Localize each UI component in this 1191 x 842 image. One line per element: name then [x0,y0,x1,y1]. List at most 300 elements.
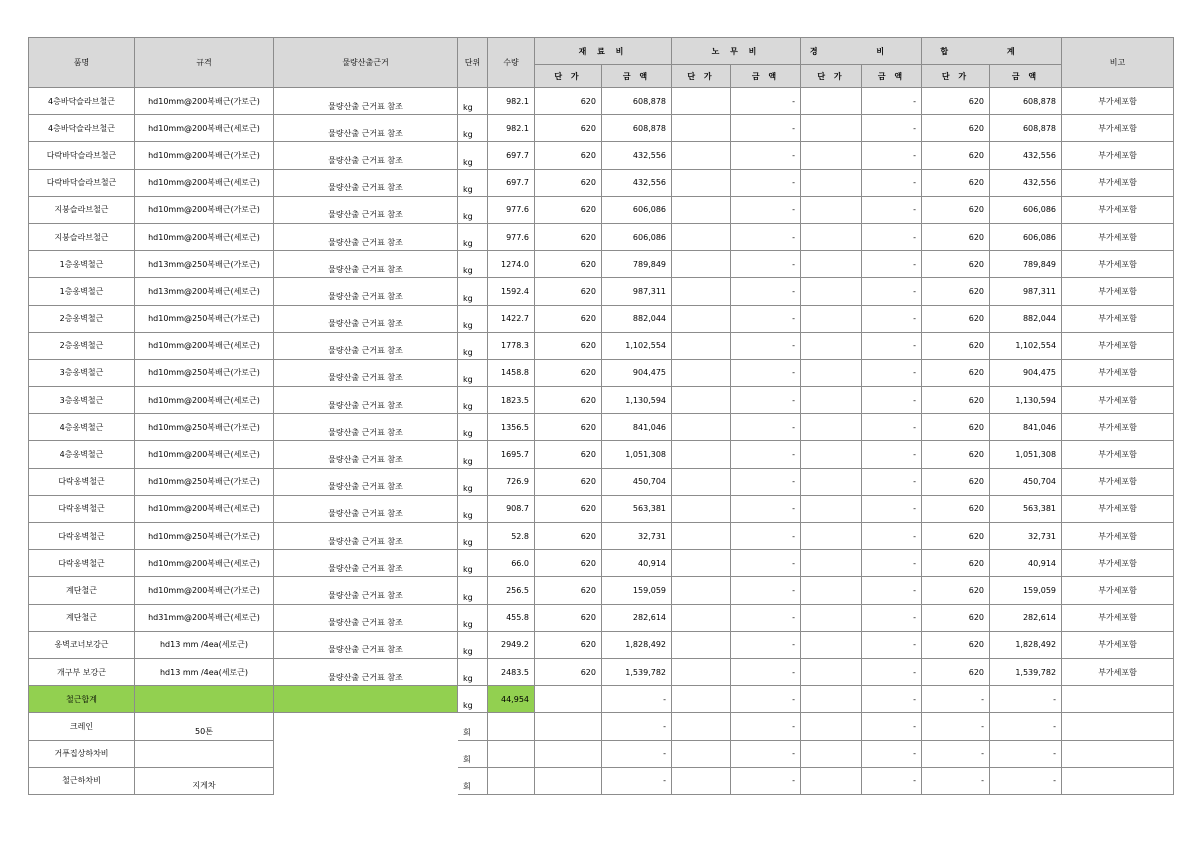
extra-basis-cell [274,767,458,794]
spec-cell: hd10mm@250복배근(가로근) [135,359,274,386]
material-unit-price-cell: 620 [535,658,602,685]
table-row [29,577,1174,604]
total-unit-price-cell: 620 [922,631,990,658]
spec-cell: hd10mm@200복배근(세로근) [135,550,274,577]
header-qty: 수량 [488,38,535,88]
header-expense-unit-price: 단 가 [801,65,862,88]
expense-amount-cell: - [862,495,922,522]
unit-cell: kg [458,332,488,359]
expense-unit-price-cell [801,169,862,196]
total-unit-price-cell: 620 [922,414,990,441]
expense-unit-price-cell [801,278,862,305]
item-cell: 다락옹벽철근 [29,495,135,522]
table-row [29,142,1174,169]
item-cell: 4층바닥슬라브철근 [29,88,135,115]
item-cell: 계단철근 [29,577,135,604]
extra-expense-unit-price-cell [801,713,862,740]
spec-cell: hd10mm@250복배근(가로근) [135,523,274,550]
labor-amount-cell: - [731,604,801,631]
material-unit-price-cell: 620 [535,169,602,196]
basis-cell: 물량산출 근거표 참조 [274,495,458,522]
total-amount-cell: 987,311 [990,278,1062,305]
material-unit-price-cell: 620 [535,604,602,631]
total-amount-cell: 882,044 [990,305,1062,332]
expense-amount-cell: - [862,387,922,414]
table-row [29,169,1174,196]
table-body [29,88,1174,795]
unit-cell: kg [458,577,488,604]
material-unit-price-cell: 620 [535,441,602,468]
extra-total-amount-cell: - [990,713,1062,740]
spec-cell: hd10mm@200복배근(가로근) [135,142,274,169]
table-row [29,441,1174,468]
unit-cell: kg [458,359,488,386]
header-labor: 노 무 비 [672,38,801,65]
expense-amount-cell: - [862,142,922,169]
material-amount-cell: 450,704 [602,468,672,495]
extra-material-unit-price-cell [535,767,602,794]
spec-cell: hd10mm@200복배근(가로근) [135,196,274,223]
unit-cell: kg [458,223,488,250]
extra-labor-unit-price-cell [672,767,731,794]
unit-cell: kg [458,604,488,631]
expense-unit-price-cell [801,359,862,386]
extra-labor-amount-cell: - [731,740,801,767]
spec-cell: hd10mm@200복배근(세로근) [135,169,274,196]
qty-cell: 1274.0 [488,251,535,278]
labor-amount-cell: - [731,115,801,142]
note-cell: 부가세포함 [1062,631,1174,658]
labor-unit-price-cell [672,414,731,441]
qty-cell: 1592.4 [488,278,535,305]
extra-material-amount-cell: - [602,767,672,794]
labor-amount-cell: - [731,196,801,223]
total-unit-price-cell: 620 [922,658,990,685]
total-note-cell [1062,686,1174,713]
header-material-unit-price: 단 가 [535,65,602,88]
extra-material-amount-cell: - [602,740,672,767]
extra-spec-cell [135,740,274,767]
item-cell: 4층옹벽철근 [29,414,135,441]
item-cell: 4층바닥슬라브철근 [29,115,135,142]
note-cell: 부가세포함 [1062,414,1174,441]
total-labor-amount-cell: - [731,686,801,713]
unit-cell: kg [458,550,488,577]
item-cell: 다락옹벽철근 [29,523,135,550]
total-amount-cell: 432,556 [990,142,1062,169]
qty-cell: 52.8 [488,523,535,550]
item-cell: 계단철근 [29,604,135,631]
labor-amount-cell: - [731,387,801,414]
spec-cell: hd31mm@200복배근(세로근) [135,604,274,631]
note-cell: 부가세포함 [1062,658,1174,685]
header-labor-unit-price: 단 가 [672,65,731,88]
total-unit-price-cell: 620 [922,142,990,169]
basis-cell: 물량산출 근거표 참조 [274,387,458,414]
item-cell: 1층옹벽철근 [29,251,135,278]
expense-unit-price-cell [801,631,862,658]
expense-unit-price-cell [801,332,862,359]
total-unit-price-cell: 620 [922,251,990,278]
qty-cell: 726.9 [488,468,535,495]
spec-cell: hd13mm@250복배근(가로근) [135,251,274,278]
total-qty-cell: 44,954 [488,686,535,713]
extra-expense-unit-price-cell [801,740,862,767]
labor-unit-price-cell [672,278,731,305]
labor-unit-price-cell [672,550,731,577]
labor-amount-cell: - [731,631,801,658]
total-total-amount-cell: - [990,686,1062,713]
expense-unit-price-cell [801,387,862,414]
labor-amount-cell: - [731,414,801,441]
labor-unit-price-cell [672,332,731,359]
table-row [29,251,1174,278]
expense-amount-cell: - [862,223,922,250]
extra-total-unit-price-cell: - [922,713,990,740]
total-item-cell: 철근합계 [29,686,135,713]
extra-total-unit-price-cell: - [922,767,990,794]
table-row [29,332,1174,359]
qty-cell: 1422.7 [488,305,535,332]
basis-cell: 물량산출 근거표 참조 [274,658,458,685]
note-cell: 부가세포함 [1062,142,1174,169]
extra-expense-amount-cell: - [862,713,922,740]
basis-cell: 물량산출 근거표 참조 [274,441,458,468]
labor-unit-price-cell [672,223,731,250]
unit-cell: kg [458,414,488,441]
extra-basis-cell [274,740,458,767]
total-amount-cell: 608,878 [990,88,1062,115]
total-material-unit-price-cell [535,686,602,713]
extra-labor-unit-price-cell [672,713,731,740]
table-row [29,550,1174,577]
labor-unit-price-cell [672,251,731,278]
note-cell: 부가세포함 [1062,441,1174,468]
material-unit-price-cell: 620 [535,577,602,604]
extra-expense-amount-cell: - [862,767,922,794]
extra-unit-cell: 회 [458,767,488,794]
total-unit-price-cell: 620 [922,387,990,414]
extra-material-unit-price-cell [535,740,602,767]
basis-cell: 물량산출 근거표 참조 [274,305,458,332]
total-unit-price-cell: 620 [922,196,990,223]
header-total: 합 계 [922,38,1062,65]
table-row [29,387,1174,414]
note-cell: 부가세포함 [1062,332,1174,359]
unit-cell: kg [458,631,488,658]
basis-cell: 물량산출 근거표 참조 [274,523,458,550]
expense-amount-cell: - [862,332,922,359]
material-unit-price-cell: 620 [535,359,602,386]
total-amount-cell: 450,704 [990,468,1062,495]
expense-unit-price-cell [801,88,862,115]
header-item: 품명 [29,38,135,88]
expense-amount-cell: - [862,550,922,577]
extra-item-cell: 크레인 [29,713,135,740]
extra-total-amount-cell: - [990,740,1062,767]
labor-unit-price-cell [672,523,731,550]
extra-material-amount-cell: - [602,713,672,740]
expense-unit-price-cell [801,142,862,169]
material-amount-cell: 904,475 [602,359,672,386]
item-cell: 지붕슬라브철근 [29,223,135,250]
unit-cell: kg [458,305,488,332]
labor-amount-cell: - [731,577,801,604]
extra-expense-amount-cell: - [862,740,922,767]
expense-unit-price-cell [801,577,862,604]
material-amount-cell: 1,828,492 [602,631,672,658]
qty-cell: 697.7 [488,169,535,196]
basis-cell: 물량산출 근거표 참조 [274,414,458,441]
material-unit-price-cell: 620 [535,223,602,250]
spec-cell: hd10mm@200복배근(세로근) [135,223,274,250]
expense-unit-price-cell [801,468,862,495]
expense-unit-price-cell [801,658,862,685]
table-row [29,604,1174,631]
labor-amount-cell: - [731,359,801,386]
labor-unit-price-cell [672,495,731,522]
qty-cell: 2949.2 [488,631,535,658]
expense-amount-cell: - [862,115,922,142]
material-unit-price-cell: 620 [535,251,602,278]
spec-cell: hd10mm@200복배근(세로근) [135,332,274,359]
unit-cell: kg [458,387,488,414]
material-amount-cell: 32,731 [602,523,672,550]
extra-item-cell: 철근하차비 [29,767,135,794]
material-unit-price-cell: 620 [535,414,602,441]
note-cell: 부가세포함 [1062,468,1174,495]
table-row [29,196,1174,223]
expense-amount-cell: - [862,523,922,550]
note-cell: 부가세포함 [1062,550,1174,577]
total-unit-cell: kg [458,686,488,713]
labor-unit-price-cell [672,441,731,468]
material-amount-cell: 1,539,782 [602,658,672,685]
item-cell: 2층옹벽철근 [29,305,135,332]
total-expense-amount-cell: - [862,686,922,713]
spec-cell: hd10mm@200복배근(가로근) [135,577,274,604]
labor-amount-cell: - [731,468,801,495]
material-amount-cell: 608,878 [602,88,672,115]
total-unit-price-cell: 620 [922,305,990,332]
total-unit-price-cell: 620 [922,495,990,522]
unit-cell: kg [458,88,488,115]
total-amount-cell: 841,046 [990,414,1062,441]
labor-unit-price-cell [672,142,731,169]
qty-cell: 256.5 [488,577,535,604]
total-total-unit-price-cell: - [922,686,990,713]
unit-cell: kg [458,468,488,495]
spec-cell: hd13 mm /4ea(세로근) [135,631,274,658]
header-total-unit-price: 단 가 [922,65,990,88]
total-amount-cell: 904,475 [990,359,1062,386]
total-amount-cell: 563,381 [990,495,1062,522]
labor-amount-cell: - [731,142,801,169]
header-material-amount: 금 액 [602,65,672,88]
expense-amount-cell: - [862,441,922,468]
material-unit-price-cell: 620 [535,495,602,522]
unit-cell: kg [458,251,488,278]
total-unit-price-cell: 620 [922,115,990,142]
note-cell: 부가세포함 [1062,169,1174,196]
item-cell: 4층옹벽철근 [29,441,135,468]
qty-cell: 908.7 [488,495,535,522]
header-expense-amount: 금 액 [862,65,922,88]
expense-amount-cell: - [862,604,922,631]
table-row [29,658,1174,685]
unit-cell: kg [458,441,488,468]
basis-cell: 물량산출 근거표 참조 [274,115,458,142]
expense-amount-cell: - [862,468,922,495]
basis-cell: 물량산출 근거표 참조 [274,604,458,631]
labor-unit-price-cell [672,387,731,414]
table-row [29,305,1174,332]
extra-unit-cell: 회 [458,740,488,767]
total-amount-cell: 608,878 [990,115,1062,142]
extra-row [29,713,1174,740]
total-row [29,686,1174,713]
qty-cell: 1778.3 [488,332,535,359]
total-amount-cell: 432,556 [990,169,1062,196]
header-expense: 경 비 [801,38,922,65]
unit-cell: kg [458,196,488,223]
spec-cell: hd13 mm /4ea(세로근) [135,658,274,685]
note-cell: 부가세포함 [1062,278,1174,305]
expense-unit-price-cell [801,305,862,332]
extra-note-cell [1062,740,1174,767]
qty-cell: 982.1 [488,88,535,115]
unit-cell: kg [458,523,488,550]
spec-cell: hd10mm@250복배근(가로근) [135,414,274,441]
note-cell: 부가세포함 [1062,305,1174,332]
total-unit-price-cell: 620 [922,523,990,550]
table-row [29,88,1174,115]
qty-cell: 977.6 [488,223,535,250]
labor-unit-price-cell [672,359,731,386]
table-row [29,359,1174,386]
unit-cell: kg [458,142,488,169]
spec-cell: hd10mm@200복배근(세로근) [135,387,274,414]
basis-cell: 물량산출 근거표 참조 [274,631,458,658]
extra-spec-cell: 지게차 [135,767,274,794]
table-row [29,414,1174,441]
extra-total-unit-price-cell: - [922,740,990,767]
spec-cell: hd13mm@200복배근(세로근) [135,278,274,305]
item-cell: 개구부 보강근 [29,658,135,685]
item-cell: 옹벽코너보강근 [29,631,135,658]
expense-amount-cell: - [862,305,922,332]
total-amount-cell: 1,539,782 [990,658,1062,685]
basis-cell: 물량산출 근거표 참조 [274,88,458,115]
extra-total-amount-cell: - [990,767,1062,794]
basis-cell: 물량산출 근거표 참조 [274,251,458,278]
table-row [29,631,1174,658]
labor-unit-price-cell [672,196,731,223]
basis-cell: 물량산출 근거표 참조 [274,468,458,495]
total-unit-price-cell: 620 [922,359,990,386]
extra-note-cell [1062,767,1174,794]
unit-cell: kg [458,658,488,685]
material-unit-price-cell: 620 [535,196,602,223]
item-cell: 다락옹벽철근 [29,468,135,495]
material-amount-cell: 841,046 [602,414,672,441]
labor-amount-cell: - [731,523,801,550]
total-spec-cell [135,686,274,713]
total-unit-price-cell: 620 [922,604,990,631]
basis-cell: 물량산출 근거표 참조 [274,142,458,169]
total-amount-cell: 1,130,594 [990,387,1062,414]
labor-unit-price-cell [672,658,731,685]
total-expense-unit-price-cell [801,686,862,713]
total-amount-cell: 606,086 [990,223,1062,250]
material-amount-cell: 1,102,554 [602,332,672,359]
note-cell: 부가세포함 [1062,604,1174,631]
extra-qty-cell [488,767,535,794]
labor-amount-cell: - [731,223,801,250]
extra-row [29,767,1174,794]
expense-unit-price-cell [801,495,862,522]
qty-cell: 1695.7 [488,441,535,468]
spec-cell: hd10mm@200복배근(가로근) [135,88,274,115]
basis-cell: 물량산출 근거표 참조 [274,332,458,359]
spec-cell: hd10mm@250복배근(가로근) [135,305,274,332]
labor-unit-price-cell [672,305,731,332]
total-unit-price-cell: 620 [922,468,990,495]
qty-cell: 455.8 [488,604,535,631]
material-amount-cell: 1,130,594 [602,387,672,414]
extra-expense-unit-price-cell [801,767,862,794]
material-unit-price-cell: 620 [535,278,602,305]
expense-unit-price-cell [801,196,862,223]
expense-unit-price-cell [801,523,862,550]
basis-cell: 물량산출 근거표 참조 [274,169,458,196]
total-amount-cell: 1,102,554 [990,332,1062,359]
table-row [29,523,1174,550]
cost-estimate-table [28,37,1174,795]
total-unit-price-cell: 620 [922,223,990,250]
material-amount-cell: 882,044 [602,305,672,332]
unit-cell: kg [458,278,488,305]
material-amount-cell: 563,381 [602,495,672,522]
total-unit-price-cell: 620 [922,88,990,115]
qty-cell: 2483.5 [488,658,535,685]
extra-spec-cell: 50톤 [135,713,274,740]
extra-basis-cell [274,713,458,740]
qty-cell: 982.1 [488,115,535,142]
labor-amount-cell: - [731,658,801,685]
spec-cell: hd10mm@200복배근(세로근) [135,441,274,468]
material-amount-cell: 40,914 [602,550,672,577]
expense-amount-cell: - [862,169,922,196]
total-basis-cell [274,686,458,713]
material-amount-cell: 159,059 [602,577,672,604]
material-unit-price-cell: 620 [535,332,602,359]
item-cell: 2층옹벽철근 [29,332,135,359]
expense-unit-price-cell [801,414,862,441]
qty-cell: 1823.5 [488,387,535,414]
total-amount-cell: 606,086 [990,196,1062,223]
material-amount-cell: 432,556 [602,169,672,196]
item-cell: 3층옹벽철근 [29,387,135,414]
basis-cell: 물량산출 근거표 참조 [274,223,458,250]
total-amount-cell: 159,059 [990,577,1062,604]
header-basis: 물량산출근거 [274,38,458,88]
expense-amount-cell: - [862,658,922,685]
basis-cell: 물량산출 근거표 참조 [274,577,458,604]
spec-cell: hd10mm@200복배근(세로근) [135,495,274,522]
note-cell: 부가세포함 [1062,523,1174,550]
qty-cell: 1458.8 [488,359,535,386]
